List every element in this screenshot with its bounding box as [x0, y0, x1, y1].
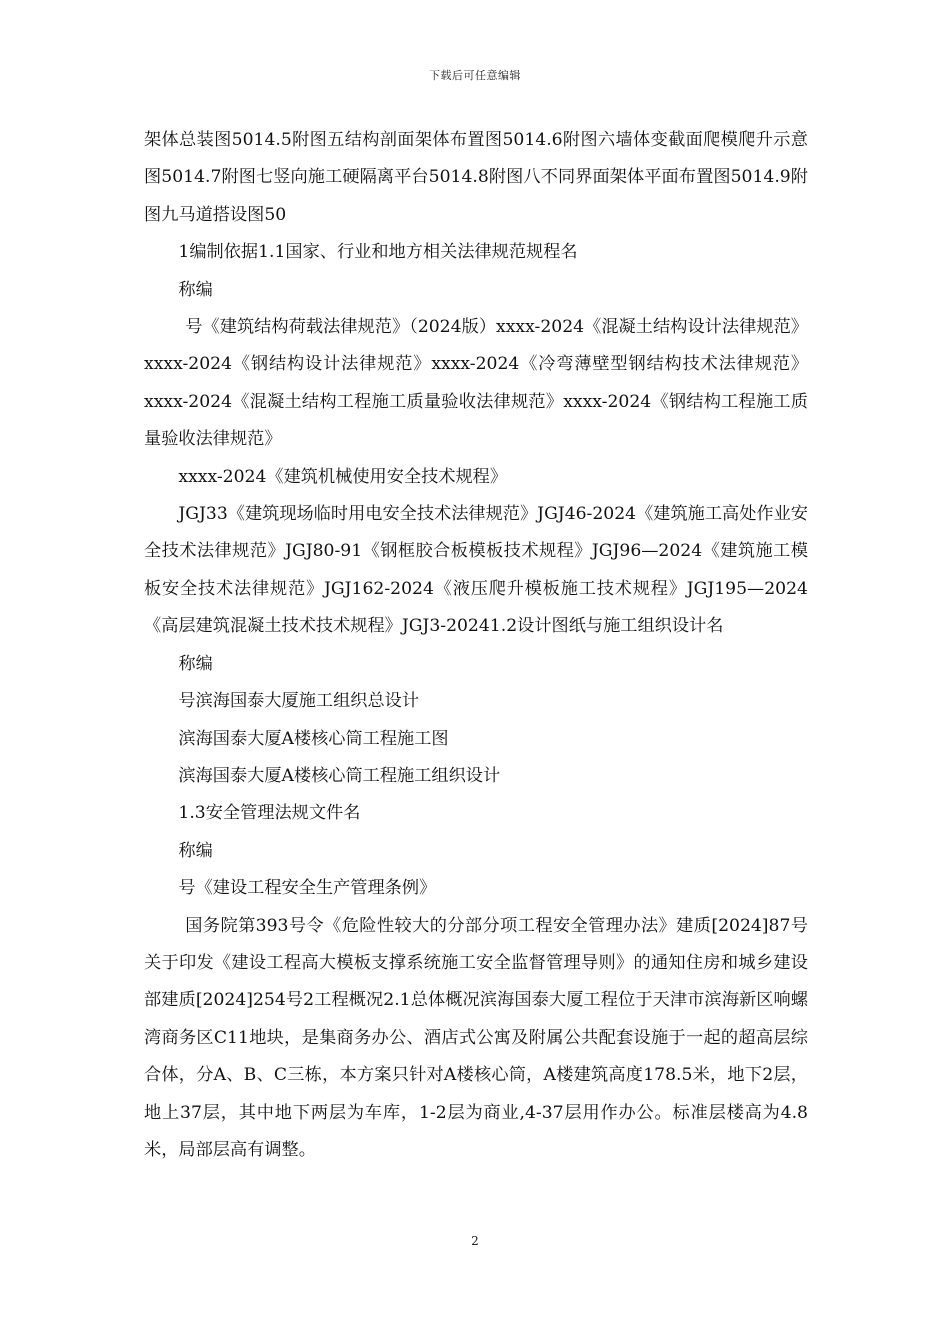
paragraph-national-standards: 号《建筑结构荷载法律规范》（2024版）xxxx-2024《混凝土结构设计法律规范》xxxx-2024《钢结构设计法律规范》xxxx-2024《冷弯薄壁型钢结构技术法律规范》xxxx-2024《混凝土结构工程施工质量验收法律规范》xxxx-2024《钢结构工程施工质量验收法律规范》	[144, 317, 808, 450]
paragraph-appendix-list: 架体总装图5014.5附图五结构剖面架体布置图5014.6附图六墙体变截面爬模爬升示意图5014.7附图七竖向施工硬隔离平台5014.8附图八不同界面架体平面布置图5014.9附图九马道搭设图50	[144, 130, 808, 225]
paragraph-section-1-3-title: 1.3安全管理法规文件名	[178, 803, 361, 824]
paragraph-design-doc-2: 滨海国泰大厦A楼核心筒工程施工图	[178, 728, 449, 749]
paragraph-table-header: 称编	[178, 653, 213, 674]
document-body	[144, 122, 808, 1169]
paragraph-project-overview: 国务院第393号令《危险性较大的分部分项工程安全管理办法》建质[2024]87号关于印发《建设工程高大模板支撑系统施工安全监督管理导则》的通知住房和城乡建设部建质[2024]254号2工程概况2.1总体概况滨海国泰大厦工程位于天津市滨海新区响螺湾商务区C11地块，是集商务办公、酒店式公寓及附属公共配套设施于一起的超高层综合体，分A、B、C三栋，本方案只针对A楼核心筒，A楼建筑高度178.5米，地下2层，地上37层，其中地下两层为车库，1-2层为商业,4-37层用作办公。标准层楼高为4.8米，局部层高有调整。	[144, 915, 808, 1160]
paragraph-design-doc-1: 号滨海国泰大厦施工组织总设计	[178, 691, 420, 712]
paragraph-section-1-title: 1编制依据1.1国家、行业和地方相关法律规范规程名	[178, 242, 578, 263]
page-number: 2	[471, 1234, 479, 1248]
paragraph-industry-standards: JGJ33《建筑现场临时用电安全技术法律规范》JGJ46-2024《建筑施工高处作业安全技术法律规范》JGJ80-91《钢框胶合板模板技术规程》JGJ96—2024《建筑施工模板安全技术法律规范》JGJ162-2024《液压爬升模板施工技术规程》JGJ195—2024《高层建筑混凝土技术技术规程》JGJ3-20241.2设计图纸与施工组织设计名	[144, 504, 808, 637]
paragraph-design-doc-3: 滨海国泰大厦A楼核心筒工程施工组织设计	[178, 765, 501, 786]
page-header: 下载后可任意编辑	[429, 69, 521, 82]
paragraph-table-header: 称编	[178, 840, 213, 861]
paragraph-table-header: 称编	[178, 279, 213, 300]
paragraph-regulation-1: 号《建设工程安全生产管理条例》	[178, 878, 437, 899]
paragraph-machinery-standard: xxxx-2024《建筑机械使用安全技术规程》	[178, 466, 508, 487]
